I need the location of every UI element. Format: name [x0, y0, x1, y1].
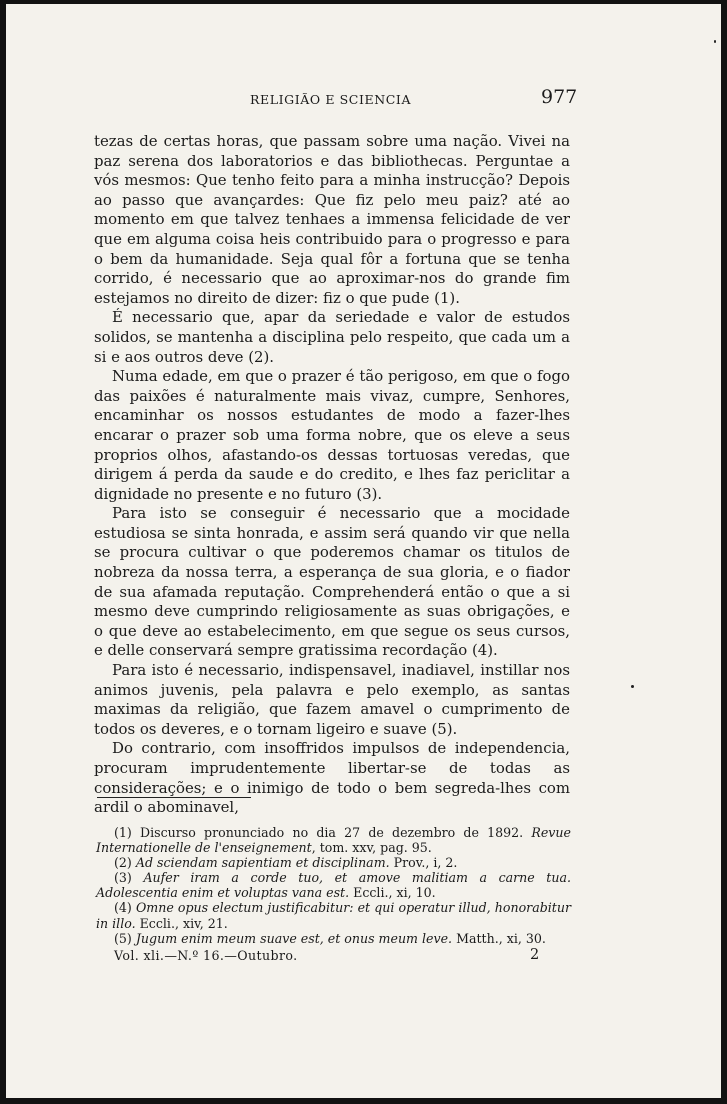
footnotes — [96, 825, 571, 946]
paragraph: Para isto é necessario, indispensavel, inadiavel, instillar nos animos juvenis, pela palavra e pelo exemplo, as santas maximas da religião, que fazem amavel o cumprimento de todos os deveres, e o tornam ligeiro e suave (5). — [94, 661, 570, 738]
scan-speck — [714, 40, 716, 43]
footnote-italic-text: Revue Internationelle de l'enseignement — [96, 825, 571, 856]
footnote — [96, 825, 571, 855]
scan-speck — [631, 685, 634, 688]
footnote-marker: (4) — [114, 900, 132, 916]
body-text — [94, 132, 570, 818]
book-page — [6, 4, 721, 1098]
footnote-marker: (3) — [114, 870, 132, 886]
footnote — [96, 870, 571, 900]
volume-info: Vol. xli.—N.º 16.—Outubro. — [114, 948, 298, 963]
paragraph: Para isto se conseguir é necessario que a mocidade estudiosa se sinta honrada, e assim será quando vir que nella se procura cultivar o que poderemos chamar os titulos de nobreza da nossa terra, a esperança de sua gloria, e o fiador de sua afamada reputação. Comprehenderá então o que a si mesmo deve cumprindo religiosamente as suas obrigações, e o que deve ao estabelecimento, em que segue os seus cursos, e delle conservará sempre gratissima recordação (4). — [94, 504, 570, 660]
page-number: 977 — [541, 86, 578, 108]
footnote-italic-text: Ad sciendam sapientiam et disciplinam. — [135, 855, 390, 871]
paragraph: É necessario que, apar da seriedade e valor de estudos solidos, se mantenha a disciplina pelo respeito, que cada um a si e aos outros deve (2). — [94, 308, 570, 366]
footnote-reference: , tom. xxv, pag. 95. — [311, 840, 432, 856]
footnote-italic-text: Aufer iram a corde tuo, et amove malitiam a carne tua. Adolescentia enim et voluptas vana est. — [96, 870, 571, 901]
footnote-text — [132, 870, 144, 885]
footnote-text: Discurso pronunciado no dia 27 de dezembro de 1892. — [131, 825, 532, 840]
footnote — [96, 855, 571, 870]
signature-number: 2 — [530, 947, 540, 963]
footnote-divider — [97, 797, 251, 798]
footnote-marker: (1) — [114, 825, 132, 840]
running-head: RELIGIÃO E SCIENCIA — [250, 92, 412, 107]
paragraph: tezas de certas horas, que passam sobre uma nação. Vivei na paz serena dos laboratorios e das bibliothecas. Perguntae a vós mesmos: Que tenho feito para a minha instrucção? Depois ao passo que avançardes: Que fiz pelo meu paiz? até ao momento em que talvez tenhaes a immensa felicidade de ver que em alguma coisa heis contribuido para o progresso e para o bem da humanidade. Seja qual fôr a fortuna que se tenha corrido, é necessario que ao aproximar-nos do grande fim estejamos no direito de dizer: fiz o que pude (1). — [94, 132, 570, 307]
footnote-reference: Eccli., xiv, 21. — [135, 915, 228, 931]
footnote-italic-text: Omne opus electum justificabitur: et qui operatur illud, honorabitur in illo. — [96, 900, 571, 931]
footnote-reference: Matth., xi, 30. — [452, 930, 546, 946]
footnote-italic-text: Jugum enim meum suave est, et onus meum leve. — [135, 930, 453, 946]
footnote-reference: Prov., i, 2. — [389, 855, 458, 871]
paragraph: Numa edade, em que o prazer é tão perigoso, em que o fogo das paixões é naturalmente mais vivaz, cumpre, Senhores, encaminhar os nossos estudantes de modo a fazer-lhes encarar o prazer sob uma forma nobre, que os eleve a seus proprios olhos, afastando-os dessas tortuosas veredas, que dirigem á perda da saude e do credito, e lhes faz periclitar a dignidade no presente e no futuro (3). — [94, 367, 570, 503]
paragraph: Do contrario, com insoffridos impulsos de independencia, procuram imprudentemente libertar-se de todas as considerações; e o inimigo de todo o bem segreda-lhes com ardil o abominavel, — [94, 739, 570, 817]
footnote — [96, 900, 571, 930]
footnote-marker: (5) — [114, 930, 132, 946]
signature-line — [6, 948, 721, 968]
page-header — [6, 86, 721, 114]
footnote-marker: (2) — [114, 855, 132, 871]
footnote-reference: Eccli., xi, 10. — [349, 885, 436, 901]
footnote — [96, 931, 571, 946]
